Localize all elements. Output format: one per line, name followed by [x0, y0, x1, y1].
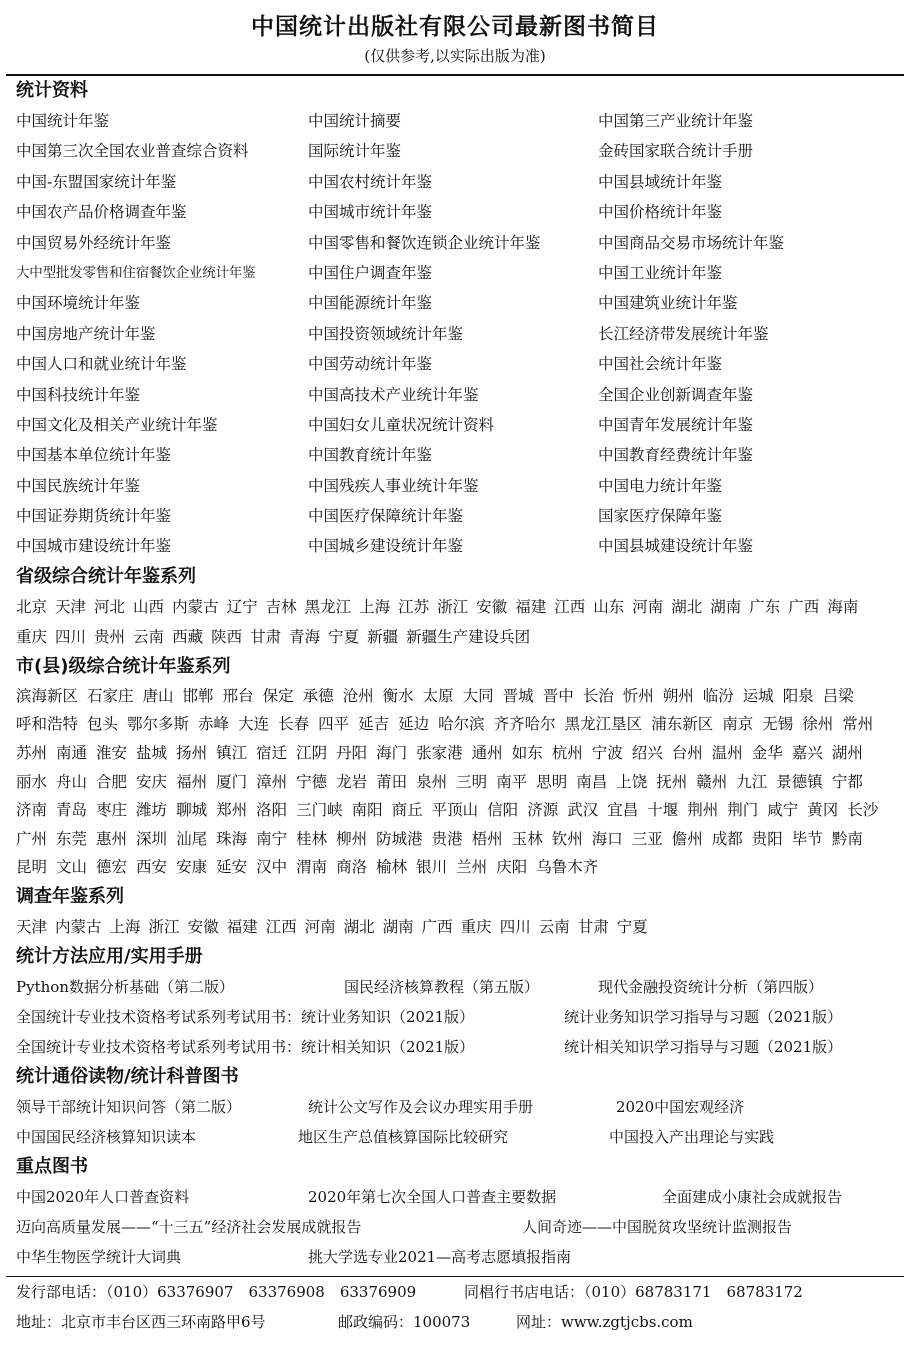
region-name: 潍坊 — [136, 801, 168, 820]
region-name: 平顶山 — [431, 801, 479, 820]
postcode: 邮政编码：100073 — [338, 1313, 471, 1332]
region-name: 杭州 — [551, 744, 583, 763]
region-name: 兰州 — [456, 858, 488, 877]
book-title: 中国民族统计年鉴 — [16, 476, 141, 495]
region-name: 柳州 — [336, 829, 368, 848]
book-title: 中国城乡建设统计年鉴 — [308, 537, 464, 556]
region-name: 临汾 — [702, 686, 734, 705]
book-title: 中国国民经济核算知识读本 — [16, 1128, 197, 1147]
region-name: 赤峰 — [198, 715, 230, 734]
region-name: 西安 — [136, 858, 168, 877]
region-name: 绍兴 — [631, 744, 663, 763]
region-name: 上饶 — [616, 772, 648, 791]
region-name: 衡水 — [382, 686, 414, 705]
region-name: 海口 — [591, 829, 623, 848]
region-name: 宁夏 — [328, 627, 360, 646]
region-name: 呼和浩特 — [16, 715, 79, 734]
region-name: 毕节 — [791, 829, 823, 848]
region-name: 成都 — [711, 829, 743, 848]
book-title: 中国房地产统计年鉴 — [16, 324, 156, 343]
region-name: 宁德 — [296, 772, 328, 791]
book-title: 中国高技术产业统计年鉴 — [308, 385, 479, 404]
book-title: 统计业务知识学习指导与习题（2021版） — [564, 1008, 843, 1027]
book-title: 中国投资领域统计年鉴 — [308, 324, 464, 343]
region-name: 洛阳 — [256, 801, 288, 820]
region-name: 汕尾 — [176, 829, 208, 848]
region-name: 安康 — [176, 858, 208, 877]
region-name: 九江 — [736, 772, 768, 791]
region-name: 丽水 — [16, 772, 48, 791]
region-name: 贵阳 — [751, 829, 783, 848]
region-name: 广西 — [421, 918, 453, 937]
region-name: 如东 — [511, 744, 543, 763]
region-name: 无锡 — [762, 715, 794, 734]
region-name: 河南 — [632, 597, 664, 616]
region-name: 徐州 — [802, 715, 834, 734]
book-title: 2020中国宏观经济 — [616, 1098, 745, 1117]
book-title: 中国科技统计年鉴 — [16, 385, 141, 404]
book-title: 中国文化及相关产业统计年鉴 — [16, 415, 218, 434]
book-title: 迈向高质量发展——“十三五”经济社会发展成就报告 — [16, 1218, 362, 1237]
region-name: 张家港 — [416, 744, 463, 763]
region-name: 宿迁 — [256, 744, 288, 763]
region-name: 宁都 — [831, 772, 863, 791]
region-name: 安徽 — [187, 918, 219, 937]
region-name: 合肥 — [96, 772, 128, 791]
region-name: 湖南 — [710, 597, 742, 616]
region-name: 河北 — [94, 597, 126, 616]
region-name: 昆明 — [16, 858, 48, 877]
region-name: 晋中 — [542, 686, 574, 705]
list-item — [6, 972, 904, 1002]
region-name: 文山 — [56, 858, 88, 877]
book-title: 统计公文写作及会议办理实用手册 — [308, 1098, 534, 1117]
region-name: 厦门 — [216, 772, 248, 791]
region-name: 十堰 — [647, 801, 679, 820]
region-name: 长沙 — [847, 801, 879, 820]
address: 地址：北京市丰台区西三环南路甲6号 — [16, 1313, 266, 1332]
region-name: 贵州 — [94, 627, 126, 646]
book-title: 现代金融投资统计分析（第四版） — [598, 978, 824, 997]
footer-contact-row — [6, 1277, 904, 1307]
region-name: 延吉 — [358, 715, 390, 734]
book-title: 长江经济带发展统计年鉴 — [598, 324, 769, 343]
book-title: 国家医疗保障年鉴 — [598, 507, 723, 526]
region-name: 梧州 — [471, 829, 503, 848]
region-name: 德宏 — [96, 858, 128, 877]
region-name: 邢台 — [222, 686, 254, 705]
region-name: 赣州 — [696, 772, 728, 791]
provincial-list — [6, 592, 896, 652]
region-name: 玉林 — [511, 829, 543, 848]
book-title: 全国企业创新调查年鉴 — [598, 385, 754, 404]
region-name: 南京 — [722, 715, 754, 734]
region-name: 河南 — [304, 918, 336, 937]
region-name: 南宁 — [256, 829, 288, 848]
region-name: 广西 — [788, 597, 820, 616]
book-title: 大中型批发零售和住宿餐饮企业统计年鉴 — [16, 264, 256, 281]
region-name: 丹阳 — [336, 744, 368, 763]
region-name: 郑州 — [216, 801, 248, 820]
survey-list — [6, 912, 896, 942]
region-name: 乌鲁木齐 — [536, 858, 599, 877]
book-title: 全面建成小康社会成就报告 — [662, 1188, 843, 1207]
region-name: 金华 — [751, 744, 783, 763]
region-name: 台州 — [671, 744, 703, 763]
region-name: 大连 — [238, 715, 270, 734]
region-name: 镇江 — [216, 744, 248, 763]
region-name: 山西 — [133, 597, 165, 616]
region-name: 湖北 — [671, 597, 703, 616]
region-name: 思明 — [536, 772, 568, 791]
book-title: 中国商品交易市场统计年鉴 — [598, 233, 785, 252]
book-title: 中国统计摘要 — [308, 112, 402, 130]
region-name: 福州 — [176, 772, 208, 791]
book-title: 中国2020年人口普查资料 — [16, 1188, 190, 1207]
region-name: 天津 — [16, 918, 48, 937]
region-name: 浙江 — [437, 597, 469, 616]
book-title: 全国统计专业技术资格考试系列考试用书：统计相关知识（2021版） — [16, 1038, 475, 1057]
region-name: 甘肃 — [250, 627, 282, 646]
region-name: 内蒙古 — [55, 918, 102, 937]
region-name: 承德 — [302, 686, 334, 705]
region-name: 扬州 — [176, 744, 208, 763]
region-name: 唐山 — [142, 686, 174, 705]
region-name: 北京 — [16, 597, 48, 616]
region-name: 黄冈 — [807, 801, 839, 820]
region-name: 东莞 — [56, 829, 88, 848]
region-name: 商丘 — [391, 801, 423, 820]
region-name: 湖南 — [382, 918, 414, 937]
book-title: 金砖国家联合统计手册 — [598, 142, 754, 161]
region-name: 宁波 — [591, 744, 623, 763]
list-item — [6, 1242, 904, 1272]
region-name: 太原 — [422, 686, 454, 705]
book-title: 挑大学选专业2021—高考志愿填报指南 — [308, 1248, 572, 1267]
region-name: 新疆生产建设兵团 — [406, 627, 531, 646]
region-name: 湖州 — [831, 744, 863, 763]
region-name: 舟山 — [56, 772, 88, 791]
book-title: 中国县城建设统计年鉴 — [598, 537, 754, 556]
region-name: 龙岩 — [336, 772, 368, 791]
region-name: 贵港 — [431, 829, 463, 848]
region-name: 防城港 — [376, 829, 423, 848]
book-title: 中国社会统计年鉴 — [598, 355, 723, 374]
page-subtitle: (仅供参考,以实际出版为准) — [364, 47, 546, 65]
region-name: 忻州 — [622, 686, 654, 705]
page-title: 中国统计出版社有限公司最新图书简目 — [251, 14, 659, 40]
region-name: 南阳 — [351, 801, 383, 820]
region-name: 深圳 — [136, 829, 168, 848]
region-name: 济南 — [16, 801, 48, 820]
region-name: 浙江 — [148, 918, 180, 937]
book-title: 领导干部统计知识问答（第二版） — [16, 1098, 242, 1117]
region-name: 云南 — [133, 627, 165, 646]
region-name: 桂林 — [296, 829, 328, 848]
region-name: 朔州 — [662, 686, 694, 705]
book-title: 中国残疾人事业统计年鉴 — [308, 476, 479, 495]
region-name: 晋城 — [502, 686, 534, 705]
list-item — [6, 1092, 904, 1122]
region-name: 咸宁 — [767, 801, 799, 820]
region-name: 青岛 — [56, 801, 88, 820]
book-title: 中国妇女儿童状况统计资料 — [308, 415, 495, 434]
region-name: 云南 — [538, 918, 570, 937]
region-name: 山东 — [593, 597, 625, 616]
region-name: 齐齐哈尔 — [493, 715, 556, 734]
book-title: 中国基本单位统计年鉴 — [16, 446, 172, 465]
book-title: 统计相关知识学习指导与习题（2021版） — [564, 1038, 843, 1057]
book-title: 国际统计年鉴 — [308, 142, 402, 161]
section-heading-key-books: 重点图书 — [16, 1156, 88, 1178]
region-name: 渭南 — [296, 858, 328, 877]
region-name: 榆林 — [376, 858, 408, 877]
region-name: 新疆 — [367, 627, 399, 646]
region-name: 珠海 — [216, 829, 248, 848]
book-title: 人间奇迹——中国脱贫攻坚统计监测报告 — [522, 1218, 793, 1237]
region-name: 抚州 — [656, 772, 688, 791]
list-item — [6, 1032, 904, 1062]
region-name: 庆阳 — [496, 858, 528, 877]
book-title: 中国统计年鉴 — [16, 112, 110, 130]
store-phone: 同椙行书店电话：（010）68783171 68783172 — [464, 1283, 803, 1302]
section-heading-popular: 统计通俗读物/统计科普图书 — [16, 1066, 239, 1088]
book-title: 中国住户调查年鉴 — [308, 263, 433, 282]
book-title: 2020年第七次全国人口普查主要数据 — [308, 1188, 557, 1207]
book-title: 中国县域统计年鉴 — [598, 172, 723, 191]
book-title: 中国电力统计年鉴 — [598, 476, 723, 495]
region-name: 枣庄 — [96, 801, 128, 820]
region-name: 黑龙江 — [304, 597, 352, 616]
region-name: 江西 — [554, 597, 586, 616]
region-name: 重庆 — [16, 627, 48, 646]
region-name: 通州 — [471, 744, 503, 763]
book-title: 中国零售和餐饮连锁企业统计年鉴 — [308, 233, 541, 252]
region-name: 银川 — [416, 858, 448, 877]
region-name: 南昌 — [576, 772, 608, 791]
region-name: 陕西 — [211, 627, 243, 646]
region-name: 四平 — [318, 715, 350, 734]
region-name: 福建 — [226, 918, 258, 937]
list-item — [6, 1122, 904, 1152]
region-name: 吉林 — [265, 597, 297, 616]
region-name: 黑龙江垦区 — [564, 715, 643, 734]
book-title: 中国-东盟国家统计年鉴 — [16, 172, 177, 191]
region-name: 宁夏 — [616, 918, 648, 937]
list-item — [6, 1212, 904, 1242]
region-name: 广东 — [749, 597, 781, 616]
region-name: 信阳 — [487, 801, 519, 820]
book-title: 全国统计专业技术资格考试系列考试用书：统计业务知识（2021版） — [16, 1008, 475, 1027]
region-name: 长治 — [582, 686, 614, 705]
region-name: 吕梁 — [822, 686, 854, 705]
region-name: 苏州 — [16, 744, 48, 763]
region-name: 哈尔滨 — [438, 715, 485, 734]
region-name: 广州 — [16, 829, 48, 848]
region-name: 安庆 — [136, 772, 168, 791]
section-heading-stats-materials: 统计资料 — [16, 80, 88, 101]
region-name: 江阴 — [296, 744, 328, 763]
book-title: 中国青年发展统计年鉴 — [598, 415, 754, 434]
region-name: 荆州 — [687, 801, 719, 820]
region-name: 聊城 — [176, 801, 208, 820]
book-title: Python数据分析基础（第二版） — [16, 978, 234, 997]
region-name: 莆田 — [376, 772, 408, 791]
region-name: 保定 — [262, 686, 294, 705]
region-name: 惠州 — [96, 829, 128, 848]
region-name: 济源 — [527, 801, 559, 820]
book-title: 中国贸易外经统计年鉴 — [16, 233, 172, 252]
region-name: 湖北 — [343, 918, 375, 937]
region-name: 淮安 — [96, 744, 128, 763]
book-title: 中国建筑业统计年鉴 — [598, 294, 738, 313]
region-name: 福建 — [515, 597, 547, 616]
region-name: 景德镇 — [776, 772, 823, 791]
book-title: 中国城市建设统计年鉴 — [16, 537, 172, 556]
book-title: 中国农村统计年鉴 — [308, 172, 433, 191]
book-title: 地区生产总值核算国际比较研究 — [298, 1128, 509, 1147]
list-item — [6, 1182, 904, 1212]
region-name: 盐城 — [136, 744, 168, 763]
region-name: 江西 — [265, 918, 297, 937]
region-name: 青海 — [289, 627, 321, 646]
website: 网址：www.zgtjcbs.com — [516, 1313, 693, 1332]
region-name: 三明 — [456, 772, 488, 791]
book-title: 中国城市统计年鉴 — [308, 203, 433, 222]
region-name: 运城 — [742, 686, 774, 705]
book-title: 中国教育经费统计年鉴 — [598, 446, 754, 465]
book-title: 中国医疗保障统计年鉴 — [308, 507, 464, 526]
footer-address-row — [6, 1307, 904, 1337]
book-title: 中国证券期货统计年鉴 — [16, 507, 172, 526]
region-name: 包头 — [87, 715, 119, 734]
book-title: 中国劳动统计年鉴 — [308, 355, 433, 374]
book-title: 中国第三产业统计年鉴 — [598, 112, 754, 130]
city-county-list — [6, 682, 896, 882]
list-item — [6, 1002, 904, 1032]
region-name: 邯郸 — [182, 686, 214, 705]
region-name: 宜昌 — [607, 801, 639, 820]
section-heading-survey: 调查年鉴系列 — [16, 886, 124, 908]
book-title: 中国工业统计年鉴 — [598, 263, 723, 282]
region-name: 浦东新区 — [651, 715, 714, 734]
region-name: 天津 — [55, 597, 87, 616]
region-name: 泉州 — [416, 772, 448, 791]
region-name: 汉中 — [256, 858, 288, 877]
region-name: 四川 — [55, 627, 87, 646]
section-heading-methods: 统计方法应用/实用手册 — [16, 946, 203, 968]
region-name: 四川 — [499, 918, 531, 937]
sales-phone: 发行部电话：（010）63376907 63376908 63376909 — [16, 1283, 417, 1302]
region-name: 漳州 — [256, 772, 288, 791]
region-name: 商洛 — [336, 858, 368, 877]
region-name: 儋州 — [671, 829, 703, 848]
book-title: 国民经济核算教程（第五版） — [344, 978, 540, 997]
region-name: 海南 — [827, 597, 859, 616]
section-heading-provincial: 省级综合统计年鉴系列 — [16, 565, 196, 587]
region-name: 鄂尔多斯 — [127, 715, 190, 734]
region-name: 荆门 — [727, 801, 759, 820]
stats-materials-list — [6, 106, 904, 562]
book-title: 中国教育统计年鉴 — [308, 446, 433, 465]
region-name: 内蒙古 — [172, 597, 219, 616]
region-name: 上海 — [359, 597, 391, 616]
region-name: 甘肃 — [577, 918, 609, 937]
region-name: 常州 — [842, 715, 874, 734]
region-name: 南通 — [56, 744, 88, 763]
book-title: 中国环境统计年鉴 — [16, 294, 141, 313]
region-name: 三亚 — [631, 829, 663, 848]
region-name: 延边 — [398, 715, 430, 734]
region-name: 重庆 — [460, 918, 492, 937]
region-name: 钦州 — [551, 829, 583, 848]
book-title: 中国投入产出理论与实践 — [609, 1128, 775, 1147]
section-heading-city-county: 市(县)级综合统计年鉴系列 — [16, 655, 231, 677]
region-name: 武汉 — [567, 801, 599, 820]
region-name: 沧州 — [342, 686, 374, 705]
region-name: 辽宁 — [226, 597, 258, 616]
book-title: 中国农产品价格调查年鉴 — [16, 203, 187, 222]
region-name: 西藏 — [172, 627, 204, 646]
region-name: 江苏 — [398, 597, 430, 616]
region-name: 延安 — [216, 858, 248, 877]
region-name: 温州 — [711, 744, 743, 763]
book-title: 中国人口和就业统计年鉴 — [16, 355, 187, 374]
region-name: 滨海新区 — [16, 686, 79, 705]
region-name: 阳泉 — [782, 686, 814, 705]
region-name: 大同 — [462, 686, 494, 705]
book-title: 中国价格统计年鉴 — [598, 203, 723, 222]
region-name: 石家庄 — [87, 686, 134, 705]
region-name: 上海 — [109, 918, 141, 937]
region-name: 南平 — [496, 772, 528, 791]
region-name: 海门 — [376, 744, 408, 763]
book-title: 中华生物医学统计大词典 — [16, 1248, 182, 1267]
book-title: 中国第三次全国农业普查综合资料 — [16, 142, 249, 161]
region-name: 嘉兴 — [791, 744, 823, 763]
region-name: 三门峡 — [296, 801, 343, 820]
region-name: 长春 — [278, 715, 310, 734]
region-name: 黔南 — [831, 829, 863, 848]
region-name: 安徽 — [476, 597, 508, 616]
book-title: 中国能源统计年鉴 — [308, 294, 433, 313]
